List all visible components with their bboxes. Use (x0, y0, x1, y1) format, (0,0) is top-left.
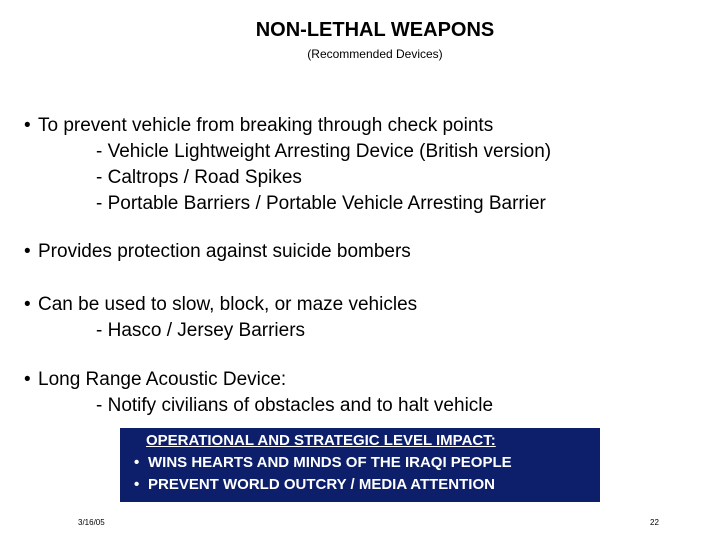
bullet-item (24, 239, 411, 265)
slide-subtitle: (Recommended Devices) (307, 47, 443, 61)
bullet-marker: • (24, 369, 31, 390)
slide-title: NON-LETHAL WEAPONS (255, 19, 495, 41)
bullet-marker: • (134, 454, 140, 471)
bullet-marker: • (24, 241, 31, 262)
bullet-marker: • (134, 476, 140, 493)
sub-item: - Notify civilians of obstacles and to halt vehicle (96, 395, 494, 416)
sub-item: - Vehicle Lightweight Arresting Device (British version) (96, 141, 552, 162)
bullet-marker: • (24, 294, 31, 315)
impact-item-text: WINS HEARTS AND MINDS OF THE IRAQI PEOPLE (148, 454, 512, 471)
bullet-marker: • (24, 115, 31, 136)
footer-date: 3/16/05 (78, 518, 105, 527)
impact-item (134, 452, 600, 474)
bullet-item (24, 367, 286, 393)
sub-item: - Hasco / Jersey Barriers (96, 320, 306, 341)
bullet-text: To prevent vehicle from breaking through check points (38, 115, 494, 136)
impact-heading: OPERATIONAL AND STRATEGIC LEVEL IMPACT: (146, 432, 496, 449)
impact-box (120, 428, 600, 502)
bullet-item (24, 113, 493, 139)
impact-item-text: PREVENT WORLD OUTCRY / MEDIA ATTENTION (148, 476, 495, 493)
bullet-text: Provides protection against suicide bombers (38, 241, 411, 262)
impact-item (134, 474, 600, 496)
bullet-text: Can be used to slow, block, or maze vehicles (38, 294, 418, 315)
sub-item: - Caltrops / Road Spikes (96, 167, 302, 188)
sub-item: - Portable Barriers / Portable Vehicle Arresting Barrier (96, 193, 546, 214)
page-number: 22 (650, 518, 659, 527)
bullet-text: Long Range Acoustic Device: (38, 369, 287, 390)
bullet-item (24, 292, 417, 318)
